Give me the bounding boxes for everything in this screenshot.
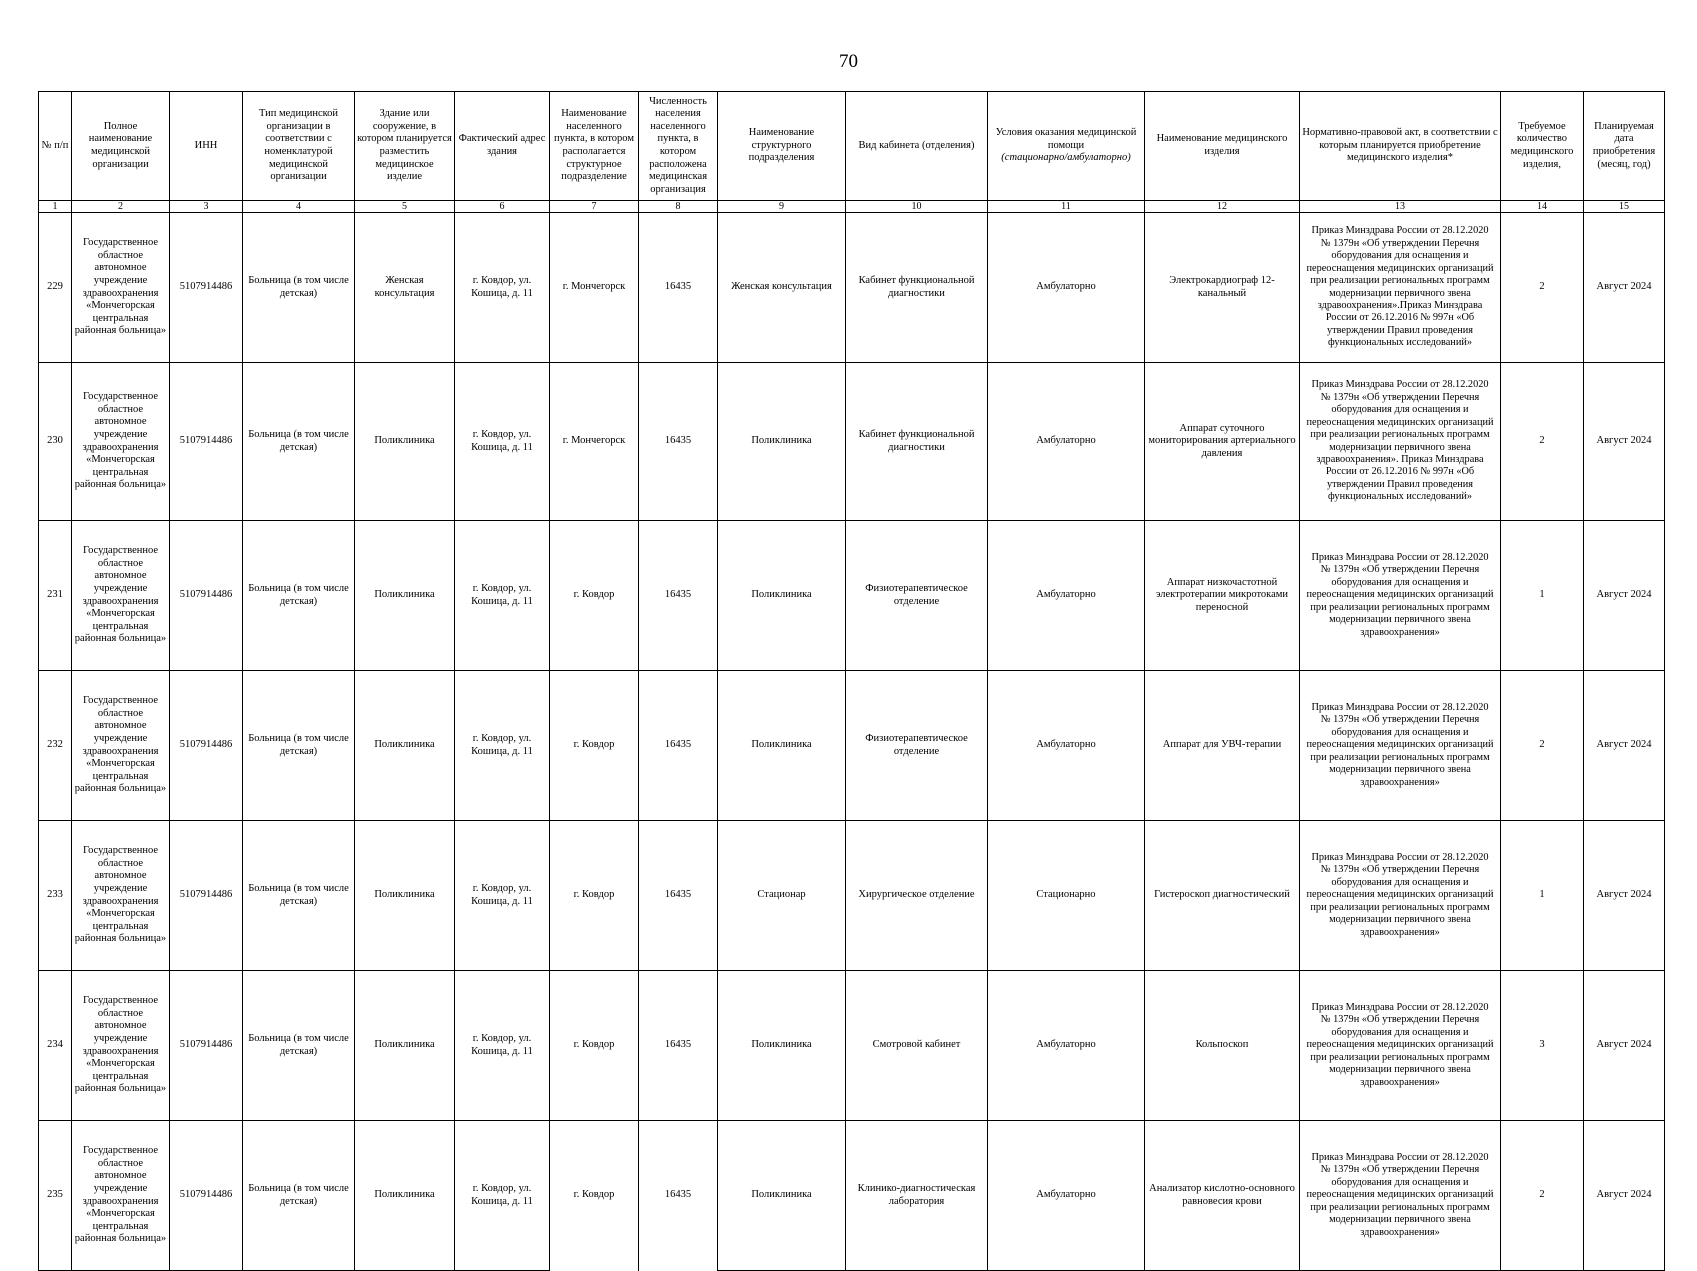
care-conditions: Амбулаторно [988,521,1145,671]
care-conditions: Амбулаторно [988,213,1145,363]
column-number: 15 [1584,201,1665,213]
table-row [39,821,1665,971]
table-header-row [39,92,1665,201]
legal-act: Приказ Минздрава России от 28.12.2020 № 1379н «Об утверждении Перечня оборудования для оснащения и переоснащения медицинских организаций при реализации региональных программ модернизации первичного звена здравоохранения» [1300,521,1501,671]
column-number: 6 [455,201,550,213]
legal-act: Приказ Минздрава России от 28.12.2020 № 1379н «Об утверждении Перечня оборудования для оснащения и переоснащения медицинских организаций при реализации региональных программ модернизации первичного звена здравоохранения» [1300,971,1501,1121]
locality: г. Ковдор [550,971,639,1121]
structural-unit: Поликлиника [718,671,846,821]
organization-name: Государственное областное автономное учреждение здравоохранения «Мончегорская центральная районная больница» [72,363,170,521]
organization-name: Государственное областное автономное учреждение здравоохранения «Мончегорская центральная районная больница» [72,213,170,363]
row-number: 234 [39,971,72,1121]
organization-name: Государственное областное автономное учреждение здравоохранения «Мончегорская центральная районная больница» [72,971,170,1121]
organization-name: Государственное областное автономное учреждение здравоохранения «Мончегорская центральная районная больница» [72,521,170,671]
device-name: Кольпоскоп [1145,971,1300,1121]
quantity: 2 [1501,1121,1584,1271]
organization-type: Больница (в том числе детская) [243,1121,355,1271]
organization-type: Больница (в том числе детская) [243,213,355,363]
header-cell-text: Условия оказания медицинской помощи [995,127,1137,151]
row-number: 231 [39,521,72,671]
inn: 5107914486 [170,1121,243,1271]
column-number: 12 [1145,201,1300,213]
purchase-date: Август 2024 [1584,821,1665,971]
quantity: 2 [1501,213,1584,363]
column-number: 7 [550,201,639,213]
population: 16435 [639,213,718,363]
address: г. Ковдор, ул. Кошица, д. 11 [455,821,550,971]
population: 16435 [639,971,718,1121]
population: 16435 [639,821,718,971]
cabinet-type: Кабинет функциональной диагностики [846,363,988,521]
column-number: 11 [988,201,1145,213]
address: г. Ковдор, ул. Кошица, д. 11 [455,521,550,671]
structural-unit: Женская консультация [718,213,846,363]
quantity: 1 [1501,521,1584,671]
address: г. Ковдор, ул. Кошица, д. 11 [455,213,550,363]
organization-type: Больница (в том числе детская) [243,363,355,521]
header-cell: Численность населения населенного пункта, в котором расположена медицинская организация [639,92,718,201]
header-cell: Вид кабинета (отделения) [846,92,988,201]
building: Поликлиника [355,671,455,821]
population: 16435 [639,671,718,821]
locality: г. Ковдор [550,1121,639,1271]
column-number: 8 [639,201,718,213]
header-cell: Нормативно-правовой акт, в соответствии с которым планируется приобретение медицинского изделия* [1300,92,1501,201]
row-number: 230 [39,363,72,521]
locality: г. Ковдор [550,521,639,671]
cabinet-type: Клинико-диагностическая лаборатория [846,1121,988,1271]
organization-name: Государственное областное автономное учреждение здравоохранения «Мончегорская центральная районная больница» [72,671,170,821]
building: Поликлиника [355,821,455,971]
address: г. Ковдор, ул. Кошица, д. 11 [455,1121,550,1271]
care-conditions: Амбулаторно [988,671,1145,821]
cabinet-type: Физиотерапевтическое отделение [846,521,988,671]
purchase-date: Август 2024 [1584,971,1665,1121]
device-name: Аппарат для УВЧ-терапии [1145,671,1300,821]
legal-act: Приказ Минздрава России от 28.12.2020 № 1379н «Об утверждении Перечня оборудования для оснащения и переоснащения медицинских организаций при реализации региональных программ модернизации первичного звена здравоохранения».Приказ Минздрава России от 26.12.2016 № 997н «Об утверждении Правил проведения функциональных исследований» [1300,213,1501,363]
header-cell: ИНН [170,92,243,201]
population: 16435 [639,363,718,521]
address: г. Ковдор, ул. Кошица, д. 11 [455,363,550,521]
column-number: 14 [1501,201,1584,213]
care-conditions: Амбулаторно [988,1121,1145,1271]
address: г. Ковдор, ул. Кошица, д. 11 [455,671,550,821]
header-cell: Требуемое количество медицинского изделия, [1501,92,1584,201]
purchase-date: Август 2024 [1584,363,1665,521]
locality: г. Ковдор [550,821,639,971]
purchase-date: Август 2024 [1584,521,1665,671]
inn: 5107914486 [170,363,243,521]
locality: г. Мончегорск [550,363,639,521]
cabinet-type: Кабинет функциональной диагностики [846,213,988,363]
population: 16435 [639,521,718,671]
organization-type: Больница (в том числе детская) [243,671,355,821]
header-cell: Полное наименование медицинской организации [72,92,170,201]
table-row [39,971,1665,1121]
purchase-date: Август 2024 [1584,671,1665,821]
header-cell: Здание или сооружение, в котором планируется разместить медицинское изделие [355,92,455,201]
table-row [39,213,1665,363]
building: Поликлиника [355,521,455,671]
cabinet-type: Хирургическое отделение [846,821,988,971]
structural-unit: Поликлиника [718,521,846,671]
legal-act: Приказ Минздрава России от 28.12.2020 № 1379н «Об утверждении Перечня оборудования для оснащения и переоснащения медицинских организаций при реализации региональных программ модернизации первичного звена здравоохранения». Приказ Минздрава России от 26.12.2016 № 997н «Об утверждении Правил проведения функциональных исследований» [1300,363,1501,521]
header-cell: Наименование структурного подразделения [718,92,846,201]
address: г. Ковдор, ул. Кошица, д. 11 [455,971,550,1121]
care-conditions: Стационарно [988,821,1145,971]
purchase-date: Август 2024 [1584,213,1665,363]
inn: 5107914486 [170,821,243,971]
legal-act: Приказ Минздрава России от 28.12.2020 № 1379н «Об утверждении Перечня оборудования для оснащения и переоснащения медицинских организаций при реализации региональных программ модернизации первичного звена здравоохранения» [1300,821,1501,971]
device-name: Аппарат низкочастотной электротерапии микротоками переносной [1145,521,1300,671]
locality: г. Ковдор [550,671,639,821]
table-row [39,363,1665,521]
row-number: 233 [39,821,72,971]
structural-unit: Поликлиника [718,363,846,521]
structural-unit: Поликлиника [718,1121,846,1271]
care-conditions: Амбулаторно [988,363,1145,521]
equipment-table [38,91,1665,1271]
organization-name: Государственное областное автономное учреждение здравоохранения «Мончегорская центральная районная больница» [72,1121,170,1271]
device-name: Аппарат суточного мониторирования артериального давления [1145,363,1300,521]
quantity: 3 [1501,971,1584,1121]
inn: 5107914486 [170,521,243,671]
header-cell: Тип медицинской организации в соответствии с номенклатурой медицинской организации [243,92,355,201]
structural-unit: Поликлиника [718,971,846,1121]
column-number: 13 [1300,201,1501,213]
column-number: 9 [718,201,846,213]
inn: 5107914486 [170,671,243,821]
column-number: 10 [846,201,988,213]
building: Поликлиника [355,971,455,1121]
organization-type: Больница (в том числе детская) [243,971,355,1121]
row-number: 235 [39,1121,72,1271]
care-conditions: Амбулаторно [988,971,1145,1121]
quantity: 2 [1501,363,1584,521]
row-number: 232 [39,671,72,821]
quantity: 2 [1501,671,1584,821]
purchase-date: Август 2024 [1584,1121,1665,1271]
structural-unit: Стационар [718,821,846,971]
page-number: 70 [839,51,858,72]
building: Женская консультация [355,213,455,363]
inn: 5107914486 [170,213,243,363]
legal-act: Приказ Минздрава России от 28.12.2020 № 1379н «Об утверждении Перечня оборудования для оснащения и переоснащения медицинских организаций при реализации региональных программ модернизации первичного звена здравоохранения» [1300,671,1501,821]
column-number: 2 [72,201,170,213]
device-name: Электрокардиограф 12-канальный [1145,213,1300,363]
header-cell: Планируемая дата приобретения (месяц, год) [1584,92,1665,201]
cabinet-type: Физиотерапевтическое отделение [846,671,988,821]
inn: 5107914486 [170,971,243,1121]
device-name: Анализатор кислотно-основного равновесия крови [1145,1121,1300,1271]
table-row [39,1121,1665,1271]
quantity: 1 [1501,821,1584,971]
locality: г. Мончегорск [550,213,639,363]
column-number: 5 [355,201,455,213]
header-cell-conditions [988,92,1145,201]
building: Поликлиника [355,1121,455,1271]
header-cell: Наименование медицинского изделия [1145,92,1300,201]
header-cell: Наименование населенного пункта, в котором располагается структурное подразделение [550,92,639,201]
building: Поликлиника [355,363,455,521]
organization-type: Больница (в том числе детская) [243,521,355,671]
legal-act: Приказ Минздрава России от 28.12.2020 № 1379н «Об утверждении Перечня оборудования для оснащения и переоснащения медицинских организаций при реализации региональных программ модернизации первичного звена здравоохранения» [1300,1121,1501,1271]
header-cell: Фактический адрес здания [455,92,550,201]
column-number: 3 [170,201,243,213]
device-name: Гистероскоп диагностический [1145,821,1300,971]
population: 16435 [639,1121,718,1271]
organization-type: Больница (в том числе детская) [243,821,355,971]
column-number-row [39,201,1665,213]
column-number: 4 [243,201,355,213]
header-cell: № п/п [39,92,72,201]
row-number: 229 [39,213,72,363]
table-row [39,671,1665,821]
header-cell-note: (стационарно/амбулаторно) [1001,152,1131,164]
table-row [39,521,1665,671]
cabinet-type: Смотровой кабинет [846,971,988,1121]
column-number: 1 [39,201,72,213]
organization-name: Государственное областное автономное учреждение здравоохранения «Мончегорская центральная районная больница» [72,821,170,971]
